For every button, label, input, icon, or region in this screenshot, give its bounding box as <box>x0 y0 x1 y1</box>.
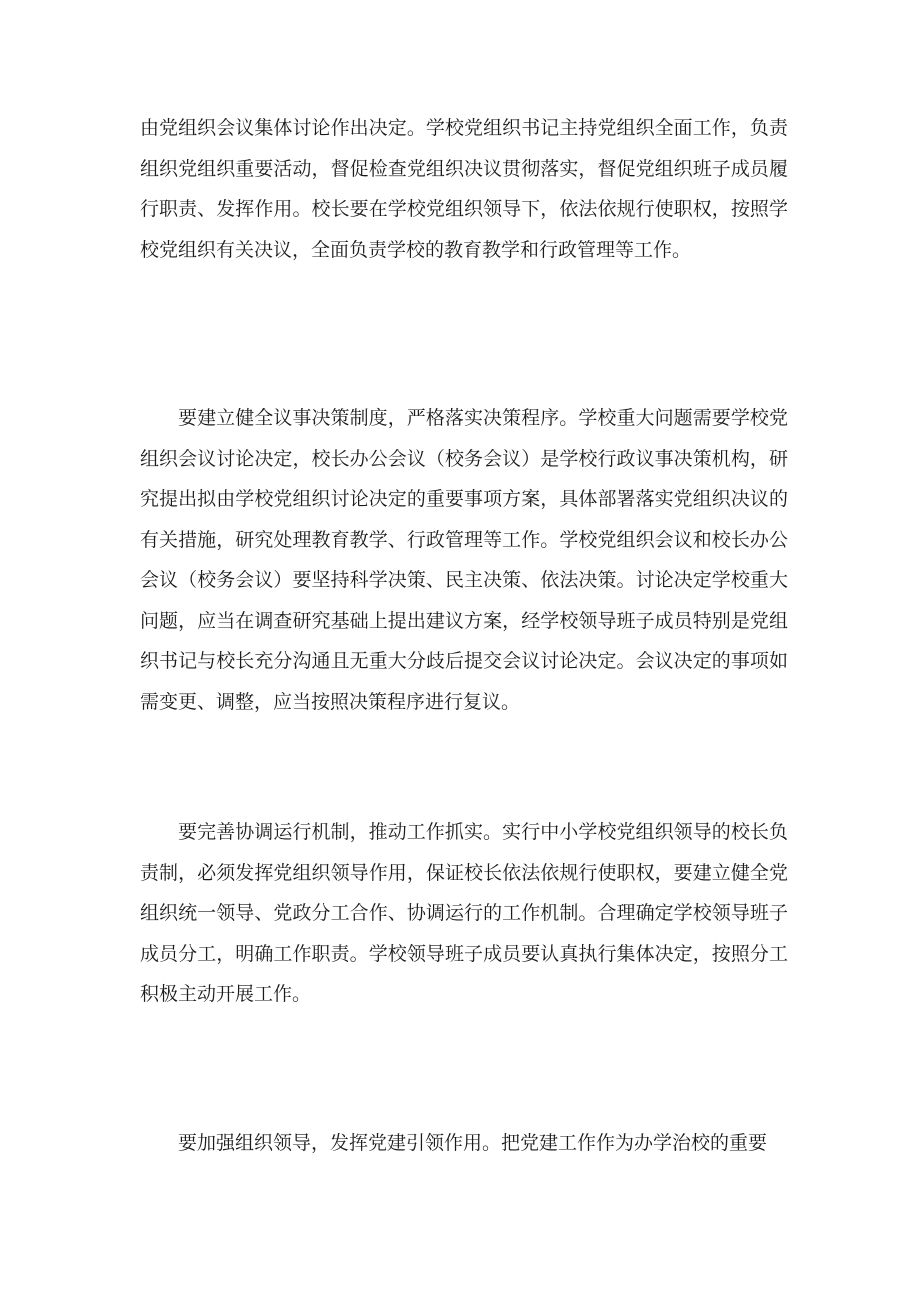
paragraph-decision-system: 要建立健全议事决策制度，严格落实决策程序。学校重大问题需要学校党组织会议讨论决定，校长办公会议（校务会议）是学校行政议事决策机构，研究提出拟由学校党组织讨论决定的重要事项方案，具体部署落实党组织决议的有关措施，研究处理教育教学、行政管理等工作。学校党组织会议和校长办公会议（校务会议）要坚持科学决策、民主决策、依法决策。讨论决定学校重大问题，应当在调查研究基础上提出建议方案，经学校领导班子成员特别是党组织书记与校长充分沟通且无重大分歧后提交会议讨论决定。会议决定的事项如需变更、调整，应当按照决策程序进行复议。 <box>140 407 788 713</box>
paragraph-continuation: 由党组织会议集体讨论作出决定。学校党组织书记主持党组织全面工作，负责组织党组织重要活动，督促检查党组织决议贯彻落实，督促党组织班子成员履行职责、发挥作用。校长要在学校党组织领导下，依法依规行使职权，按照学校党组织有关决议，全面负责学校的教育教学和行政管理等工作。 <box>140 117 788 261</box>
paragraph-organization-leadership: 要加强组织领导，发挥党建引领作用。把党建工作作为办学治校的重要 <box>178 1132 768 1154</box>
paragraph-coordination-mechanism: 要完善协调运行机制，推动工作抓实。实行中小学校党组织领导的校长负责制，必须发挥党组织领导作用，保证校长依法依规行使职权，要建立健全党组织统一领导、党政分工合作、协调运行的工作机制。合理确定学校领导班子成员分工，明确工作职责。学校领导班子成员要认真执行集体决定，按照分工积极主动开展工作。 <box>140 821 788 1005</box>
